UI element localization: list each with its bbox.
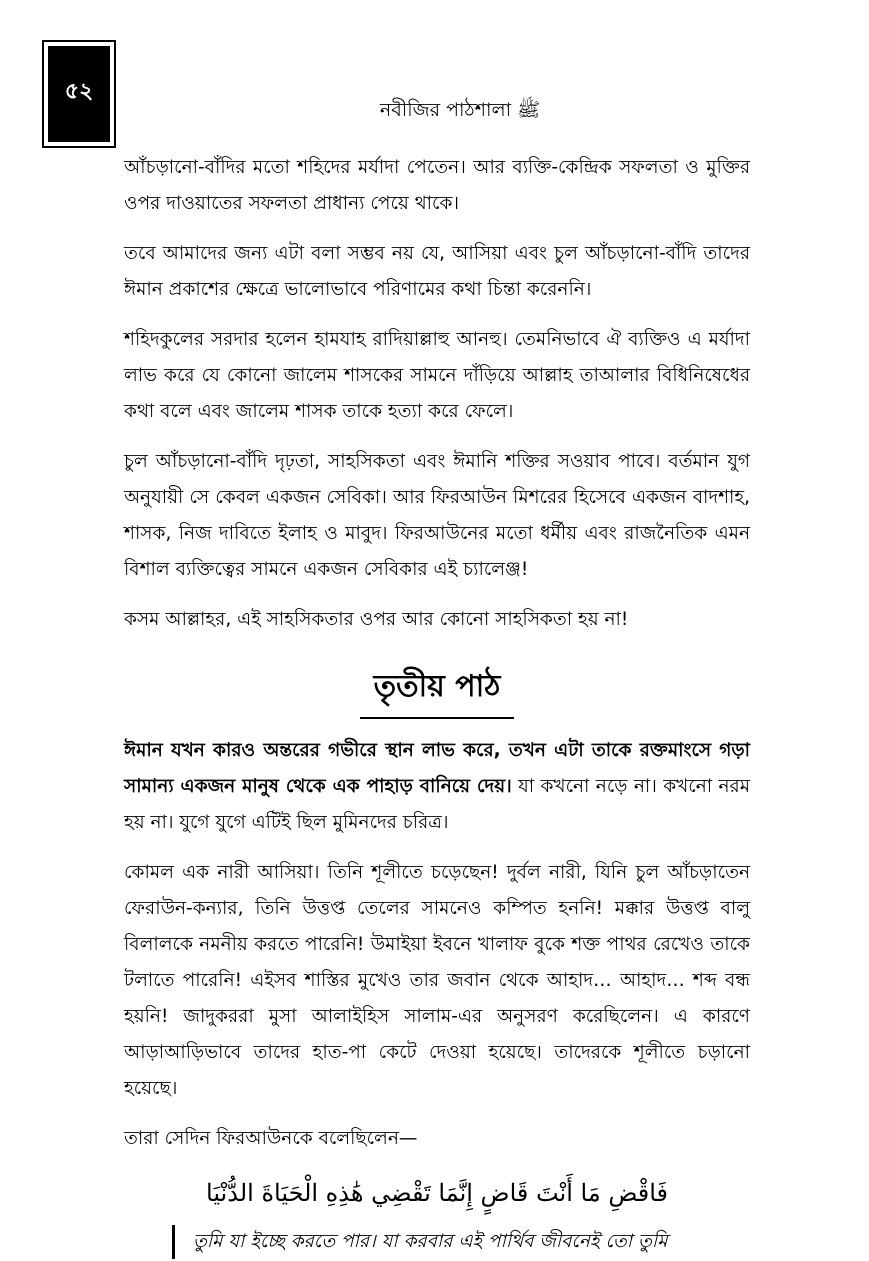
page-number-box	[48, 46, 110, 142]
paragraph: কোমল এক নারী আসিয়া। তিনি শূলীতে চড়েছেন! দুর্বল নারী, যিনি চুল আঁচড়াতেন ফেরাউন-কন্যার, তিনি উত্তপ্ত তেলের সামনেও কম্পিত হননি! মক্কার উত্তপ্ত বালু বিলালকে নমনীয় করতে পারেনি! উমাইয়া ইবনে খালাফ বুকে শক্ত পাথর রেখেও তাকে টলাতে পারেনি! এইসব শাস্তির মুখেও তার জবান থেকে আহাদ… আহাদ… শব্দ বন্ধ হয়নি! জাদুকররা মুসা আলাইহিস সালাম-এর অনুসরণ করেছিলেন। এ কারণে আড়াআড়িভাবে তাদের হাত-পা কেটে দেওয়া হয়েছে। তাদেরকে শূলীতে চড়ানো হয়েছে।	[124, 862, 750, 1099]
page-number: ৫২	[64, 79, 94, 104]
section-heading	[124, 662, 750, 719]
paragraph: শহিদকুলের সরদার হলেন হামযাহ রাদিয়াল্লাহু আনহু। তেমনিভাবে ঐ ব্যক্তিও এ মর্যাদা লাভ করে যে কোনো জালেম শাসকের সামনে দাঁড়িয়ে আল্লাহ তাআলার বিধিনিষেধের কথা বলে এবং জালেম শাসক তাকে হত্যা করে ফেলে।	[124, 329, 750, 422]
body-text	[124, 150, 750, 1259]
lead-paragraph	[124, 733, 750, 841]
paragraph: আঁচড়ানো-বাঁদির মতো শহিদের মর্যাদা পেতেন। আর ব্যক্তি-কেন্দ্রিক সফলতা ও মুক্তির ওপর দাওয়াতের সফলতা প্রাধান্য পেয়ে থাকে।	[124, 157, 750, 214]
paragraph: কসম আল্লাহর, এই সাহসিকতার ওপর আর কোনো সাহসিকতা হয় না!	[124, 609, 629, 630]
paragraph: তবে আমাদের জন্য এটা বলা সম্ভব নয় যে, আসিয়া এবং চুল আঁচড়ানো-বাঁদি তাদের ঈমান প্রকাশের ক্ষেত্রে ভালোভাবে পরিণামের কথা চিন্তা করেননি।	[124, 243, 750, 300]
verse-translation: তুমি যা ইচ্ছে করতে পার। যা করবার এই পার্থিব জীবনেই তো তুমি	[172, 1225, 750, 1259]
paragraph: তারা সেদিন ফিরআউনকে বলেছিলেন—	[124, 1128, 418, 1149]
running-head: নবীজির পাঠশালা ﷺ	[379, 99, 541, 121]
arabic-verse: فَاقْضِ مَا أَنْتَ قَاضٍ إِنَّمَا تَقْضِي هَٰذِهِ الْحَيَاةَ الدُّنْيَا	[206, 1179, 668, 1207]
lead-rest-text: যা কখনো নড়ে না। কখনো নরম হয় না। যুগে যুগে এটিই ছিল মুমিনদের চরিত্র।	[124, 776, 750, 833]
lead-bold-text: ঈমান যখন কারও অন্তরের গভীরে স্থান লাভ করে, তখন এটা তাকে রক্তমাংসে গড়া সামান্য একজন মানুষ থেকে এক পাহাড় বানিয়ে দেয়।	[124, 740, 750, 797]
paragraph: চুল আঁচড়ানো-বাঁদি দৃঢ়তা, সাহসিকতা এবং ঈমানি শক্তির সওয়াব পাবে। বর্তমান যুগ অনুযায়ী সে কেবল একজন সেবিকা। আর ফিরআউন মিশরের হিসেবে একজন বাদশাহ, শাসক, নিজ দাবিতে ইলাহ ও মাবুদ। ফিরআউনের মতো ধর্মীয় এবং রাজনৈতিক এমন বিশাল ব্যক্তিত্বের সামনে একজন সেবিকার এই চ্যালেঞ্জ!	[124, 451, 750, 580]
section-heading-text: তৃতীয় পাঠ	[360, 662, 515, 719]
